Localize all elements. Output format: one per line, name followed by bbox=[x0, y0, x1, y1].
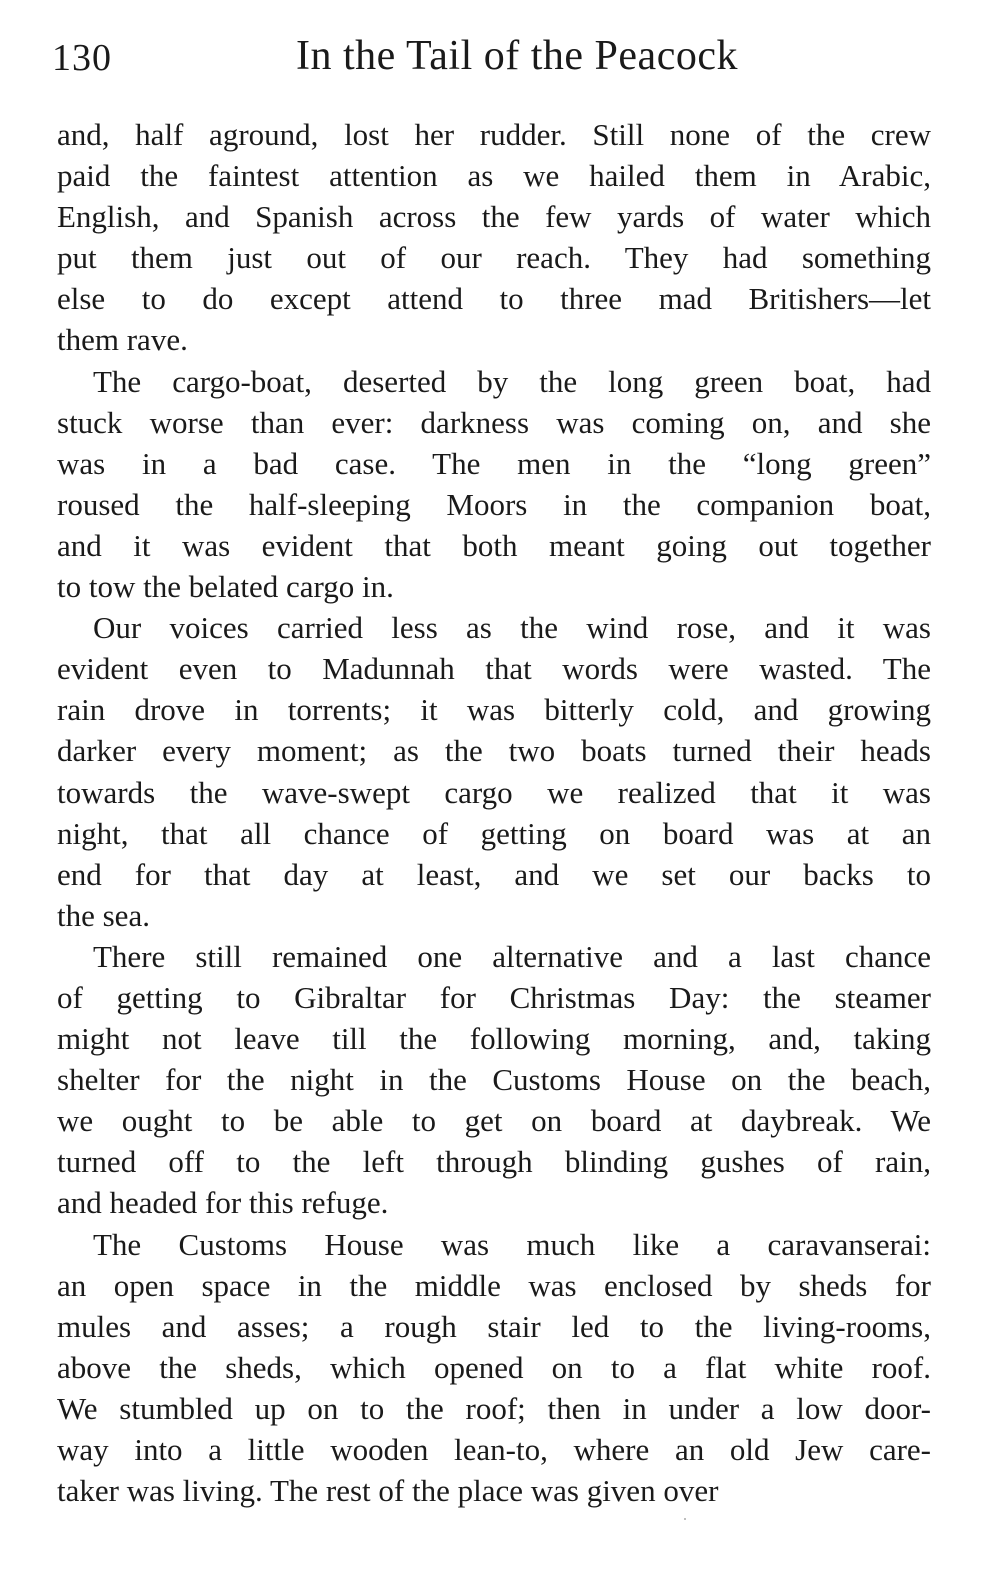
text-line: them rave. bbox=[57, 322, 188, 358]
text-line: There still remained one alternative and a last chance bbox=[93, 938, 931, 974]
text-line: and, half aground, lost her rudder. Still none of the crew bbox=[57, 117, 931, 152]
text-line: we ought to be able to get on board at daybreak. We bbox=[57, 1103, 931, 1139]
text-line: Our voices carried less as the wind rose, and it was bbox=[93, 610, 931, 646]
text-line: English, and Spanish across the few yards of water which bbox=[57, 199, 931, 235]
paragraph bbox=[57, 607, 931, 936]
text-line: the sea. bbox=[57, 897, 150, 933]
text-line: night, that all chance of getting on board was at an bbox=[57, 815, 931, 851]
body-text bbox=[57, 114, 931, 1511]
text-line: was in a bad case. The men in the “long green” bbox=[57, 445, 931, 481]
text-line: mules and asses; a rough stair led to the living-rooms, bbox=[57, 1308, 931, 1344]
text-line: an open space in the middle was enclosed by sheds for bbox=[57, 1267, 931, 1303]
text-line: way into a little wooden lean-to, where an old Jew care- bbox=[57, 1432, 931, 1467]
text-line: shelter for the night in the Customs House on the beach, bbox=[57, 1062, 931, 1098]
page-number: 130 bbox=[52, 37, 112, 79]
paragraph bbox=[57, 361, 931, 608]
text-line: The cargo-boat, deserted by the long green boat, had bbox=[93, 363, 931, 399]
text-line: stuck worse than ever: darkness was coming on, and she bbox=[57, 404, 931, 440]
text-line: of getting to Gibraltar for Christmas Day: the steamer bbox=[57, 979, 931, 1015]
text-line: put them just out of our reach. They had something bbox=[57, 240, 931, 276]
paragraph bbox=[57, 936, 931, 1224]
text-line: and it was evident that both meant going out together bbox=[57, 527, 931, 563]
text-line: We stumbled up on to the roof; then in under a low door- bbox=[57, 1390, 931, 1426]
text-line: towards the wave-swept cargo we realized that it was bbox=[57, 774, 931, 810]
text-line: roused the half-sleeping Moors in the companion boat, bbox=[57, 486, 931, 522]
text-line: taker was living. The rest of the place was given over bbox=[57, 1473, 719, 1509]
text-line: might not leave till the following morning, and, taking bbox=[57, 1021, 931, 1057]
text-line: turned off to the left through blinding gushes of rain, bbox=[57, 1144, 931, 1180]
text-line: and headed for this refuge. bbox=[57, 1185, 389, 1221]
paper-speck bbox=[684, 1518, 686, 1520]
text-line: to tow the belated cargo in. bbox=[57, 569, 394, 605]
running-title: In the Tail of the Peacock bbox=[296, 33, 738, 79]
text-line: rain drove in torrents; it was bitterly cold, and growing bbox=[57, 692, 931, 728]
text-line: darker every moment; as the two boats turned their heads bbox=[57, 733, 931, 769]
text-line: else to do except attend to three mad Britishers—let bbox=[57, 281, 931, 317]
text-line: paid the faintest attention as we hailed them in Arabic, bbox=[57, 158, 931, 194]
paragraph bbox=[57, 1224, 931, 1512]
paragraph bbox=[57, 114, 931, 361]
text-line: end for that day at least, and we set our backs to bbox=[57, 856, 931, 892]
text-line: evident even to Madunnah that words were wasted. The bbox=[57, 651, 931, 687]
page-header bbox=[52, 28, 932, 88]
text-line: The Customs House was much like a caravanserai: bbox=[93, 1226, 931, 1262]
text-line: above the sheds, which opened on to a flat white roof. bbox=[57, 1349, 931, 1385]
